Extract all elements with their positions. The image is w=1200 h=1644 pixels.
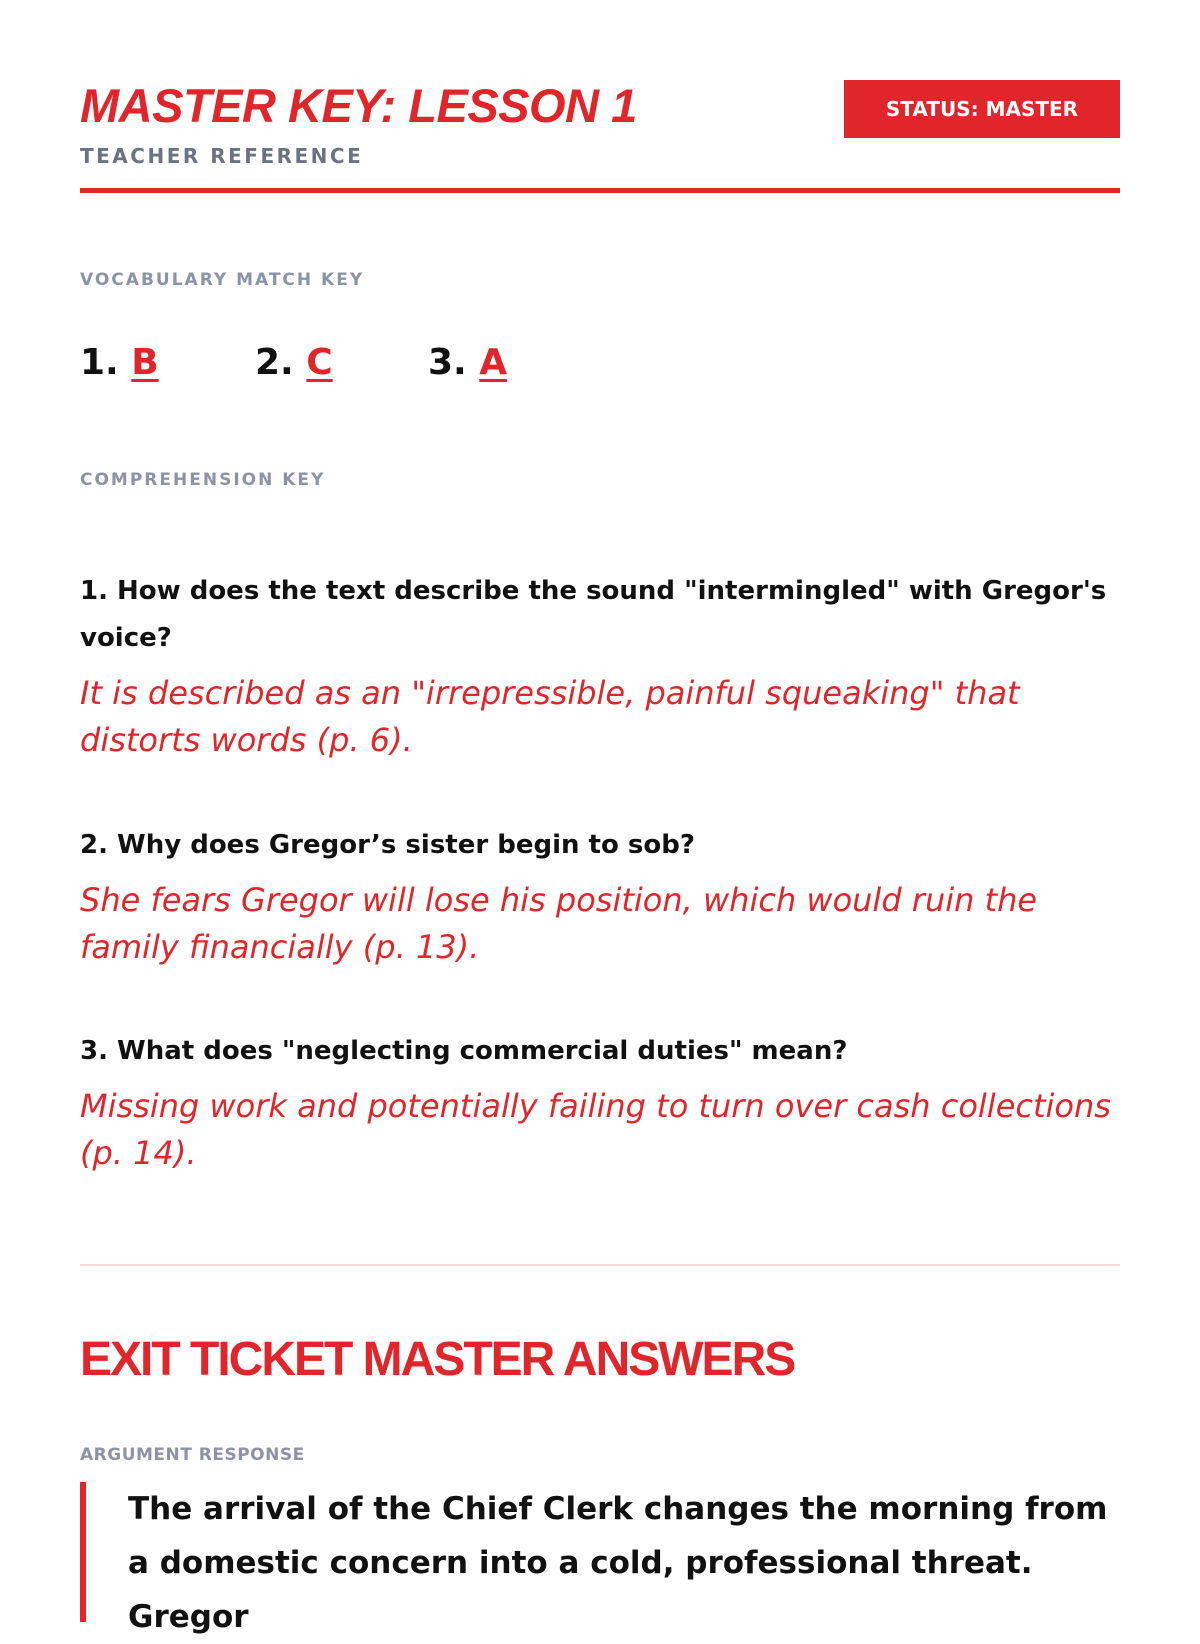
comprehension-item (80, 1028, 1125, 1177)
comprehension-question: 3. What does "neglecting commercial duties" mean? (80, 1036, 848, 1066)
exit-ticket-title: EXIT TICKET MASTER ANSWERS (80, 1333, 795, 1386)
argument-response (80, 1482, 1120, 1635)
vocabulary-answers (80, 342, 680, 395)
page-title: MASTER KEY: LESSON 1 (80, 79, 637, 132)
comprehension-item (80, 568, 1125, 764)
vocab-answer: C (306, 342, 333, 383)
comprehension-question: 2. Why does Gregor’s sister begin to sob? (80, 830, 695, 860)
page-subtitle: TEACHER REFERENCE (80, 144, 364, 168)
vocab-item (255, 342, 333, 383)
vocab-answer: B (131, 342, 159, 383)
comprehension-item (80, 822, 1125, 971)
header (80, 78, 1120, 193)
comprehension-answer: Missing work and potentially failing to turn over cash collections (p. 14). (80, 1087, 1111, 1172)
comprehension-answer: She fears Gregor will lose his position, which would ruin the family financially (p. 13). (80, 881, 1038, 966)
comprehension-question: 1. How does the text describe the sound "intermingled" with Gregor's voice? (80, 576, 1107, 653)
vocab-answer: A (479, 342, 508, 383)
comprehension-answer: It is described as an "irrepressible, painful squeaking" that distorts words (p. 6). (80, 674, 1020, 759)
vocab-number: 3. (428, 342, 467, 383)
vocab-item (428, 342, 508, 383)
vocab-number: 2. (255, 342, 294, 383)
vocab-number: 1. (80, 342, 119, 383)
vocabulary-section-label: VOCABULARY MATCH KEY (80, 270, 365, 290)
comprehension-section-label: COMPREHENSION KEY (80, 470, 326, 490)
argument-section-label: ARGUMENT RESPONSE (80, 1445, 305, 1465)
section-divider (80, 1264, 1120, 1266)
status-badge: STATUS: MASTER (844, 80, 1120, 138)
argument-text: The arrival of the Chief Clerk changes the morning from a domestic concern into a cold, professional threat. Gregor (128, 1491, 1108, 1635)
vocab-item (80, 342, 159, 383)
